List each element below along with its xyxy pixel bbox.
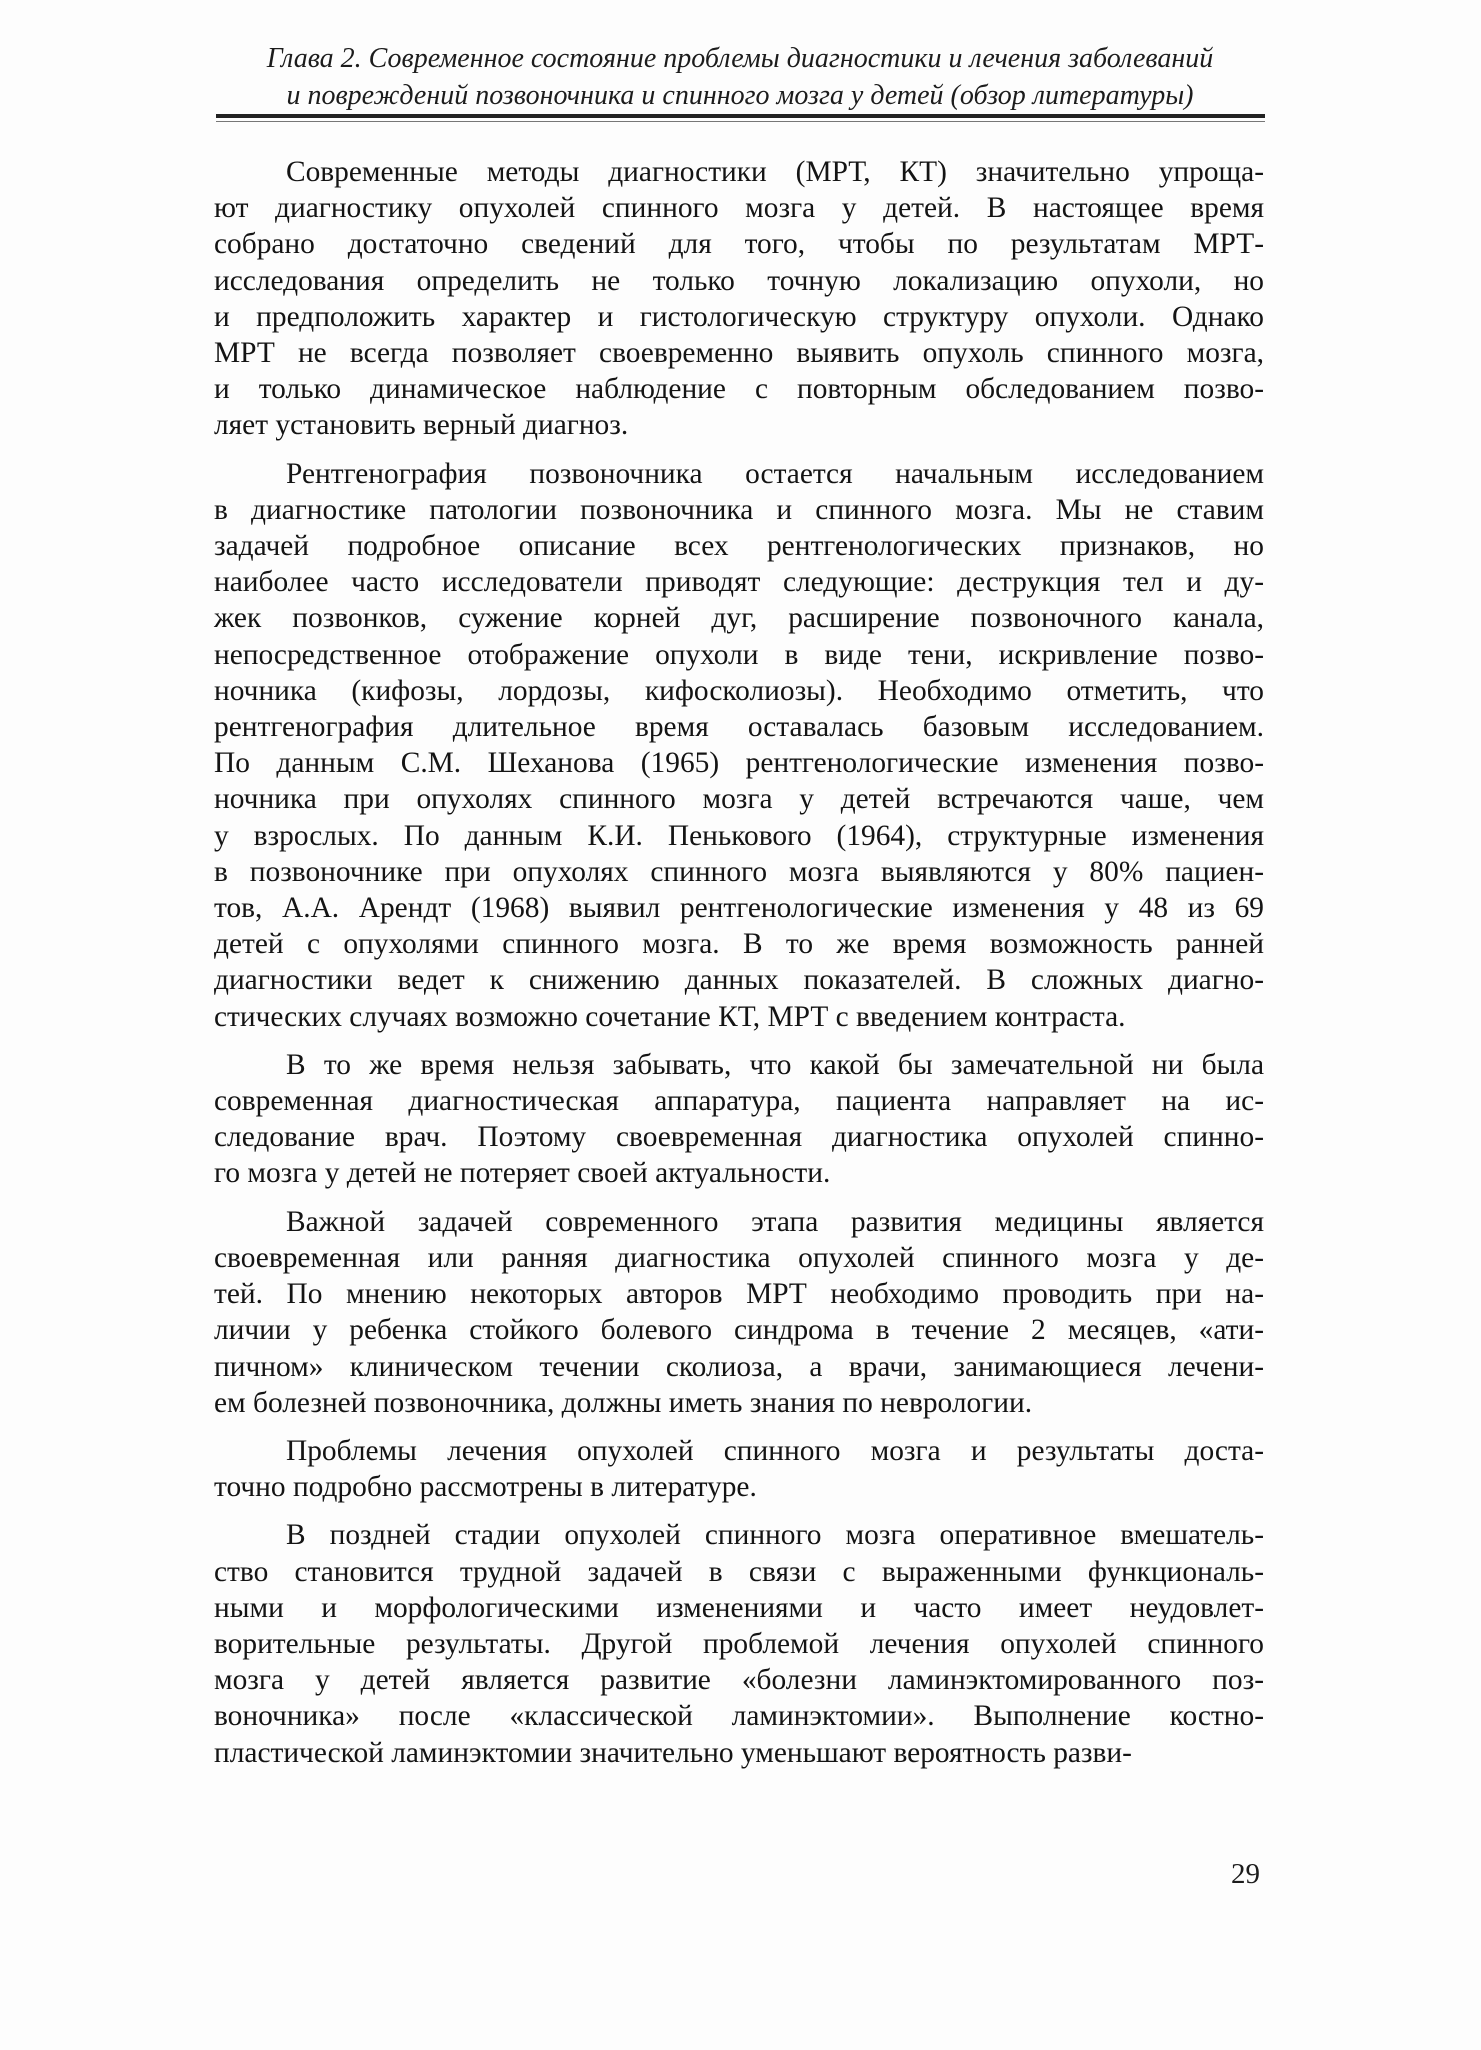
paragraph (214, 456, 1264, 1035)
text-line: воночника» после «классической ламинэктомии». Выполнение костно- (214, 1700, 1264, 1733)
body-text (214, 154, 1264, 1783)
running-header-line: Глава 2. Современное состояние проблемы диагностики и лечения заболеваний (266, 43, 1214, 74)
text-line: го мозга у детей не потеряет своей актуальности. (214, 1157, 831, 1190)
paragraph (214, 1517, 1264, 1770)
text-line: По данным С.М. Шеханова (1965) рентгенологические изменения позво- (214, 747, 1264, 780)
text-line: наиболее часто исследователи приводят следующие: деструкция тел и ду- (214, 566, 1264, 599)
text-line: задачей подробное описание всех рентгенологических признаков, но (214, 530, 1264, 563)
text-line: тей. По мнению некоторых авторов МРТ необходимо проводить при на- (214, 1278, 1264, 1311)
text-line: и предположить характер и гистологическую структуру опухоли. Однако (214, 300, 1264, 333)
text-line: ляет установить верный диагноз. (214, 409, 629, 442)
text-line: тов, А.А. Арендт (1968) выявил рентгенологические изменения у 48 из 69 (214, 892, 1264, 925)
text-line: современная диагностическая аппаратура, пациента направляет на ис- (214, 1085, 1264, 1118)
text-line: своевременная или ранняя диагностика опухолей спинного мозга у де- (214, 1241, 1264, 1274)
text-line: и только динамическое наблюдение с повторным обследованием позво- (214, 373, 1264, 406)
text-line: Проблемы лечения опухолей спинного мозга и результаты доста- (286, 1434, 1264, 1467)
text-line: личии у ребенка стойкого болевого синдрома в течение 2 месяцев, «ати- (214, 1314, 1264, 1347)
text-line: Важной задачей современного этапа развития медицины является (286, 1205, 1264, 1238)
paragraph (214, 1047, 1264, 1192)
text-line: собрано достаточно сведений для того, чтобы по результатам МРТ- (214, 228, 1264, 261)
text-line: пичном» клиническом течении сколиоза, а врачи, занимающиеся лечени- (214, 1350, 1264, 1383)
text-line: следование врач. Поэтому своевременная диагностика опухолей спинно- (214, 1121, 1264, 1154)
text-line: стических случаях возможно сочетание КТ, МРТ с введением контраста. (214, 1000, 1126, 1033)
text-line: Рентгенография позвоночника остается начальным исследованием (286, 457, 1264, 490)
text-line: в диагностике патологии позвоночника и спинного мозга. Мы не ставим (214, 493, 1264, 526)
header-rule-thin (216, 121, 1265, 122)
text-line: ными и морфологическими изменениями и часто имеет неудовлет- (214, 1591, 1264, 1624)
text-line: В то же время нельзя забывать, что какой бы замечательной ни была (286, 1048, 1264, 1081)
text-line: ворительные результаты. Другой проблемой лечения опухолей спинного (214, 1627, 1264, 1660)
paragraph (214, 154, 1264, 444)
text-line: диагностики ведет к снижению данных показателей. В сложных диагно- (214, 964, 1264, 997)
text-line: В поздней стадии опухолей спинного мозга оперативное вмешатель- (286, 1519, 1264, 1552)
text-line: у взрослых. По данным К.И. Пеньковоro (1964), структурные изменения (214, 819, 1264, 852)
text-line: в позвоночнике при опухолях спинного мозга выявляются у 80% пациен- (214, 855, 1264, 888)
running-header-line: и повреждений позвоночника и спинного мозга у детей (обзор литературы) (286, 80, 1194, 111)
text-line: МРТ не всегда позволяет своевременно выявить опухоль спинного мозга, (214, 337, 1264, 370)
page-number: 29 (1231, 1858, 1260, 1890)
text-line: рентгенография длительное время оставалась базовым исследованием. (214, 711, 1264, 744)
text-line: ство становится трудной задачей в связи с выраженными функциональ- (214, 1555, 1264, 1588)
text-line: детей с опухолями спинного мозга. В то же время возможность ранней (214, 928, 1264, 961)
header-rule (216, 114, 1265, 118)
text-line: ем болезней позвоночника, должны иметь знания по неврологии. (214, 1386, 1033, 1419)
text-line: исследования определить не только точную локализацию опухоли, но (214, 264, 1264, 297)
paragraph (214, 1204, 1264, 1421)
text-line: жек позвонков, сужение корней дуг, расширение позвоночного канала, (214, 602, 1264, 635)
text-line: ночника при опухолях спинного мозга у детей встречаются чаше, чем (214, 783, 1264, 816)
text-line: точно подробно рассмотрены в литературе. (214, 1471, 757, 1504)
paragraph (214, 1433, 1264, 1505)
text-line: ют диагностику опухолей спинного мозга у детей. В настоящее время (214, 192, 1264, 225)
text-line: непосредственное отображение опухоли в виде тени, искривление позво- (214, 638, 1264, 671)
running-header (220, 40, 1260, 114)
text-line: мозга у детей является развитие «болезни ламинэктомированного поз- (214, 1664, 1264, 1697)
text-line: пластической ламинэктомии значительно уменьшают вероятность разви- (214, 1736, 1132, 1769)
text-line: Современные методы диагностики (МРТ, КТ) значительно упроща- (286, 156, 1264, 188)
text-line: ночника (кифозы, лордозы, кифосколиозы). Необходимо отметить, что (214, 674, 1264, 707)
